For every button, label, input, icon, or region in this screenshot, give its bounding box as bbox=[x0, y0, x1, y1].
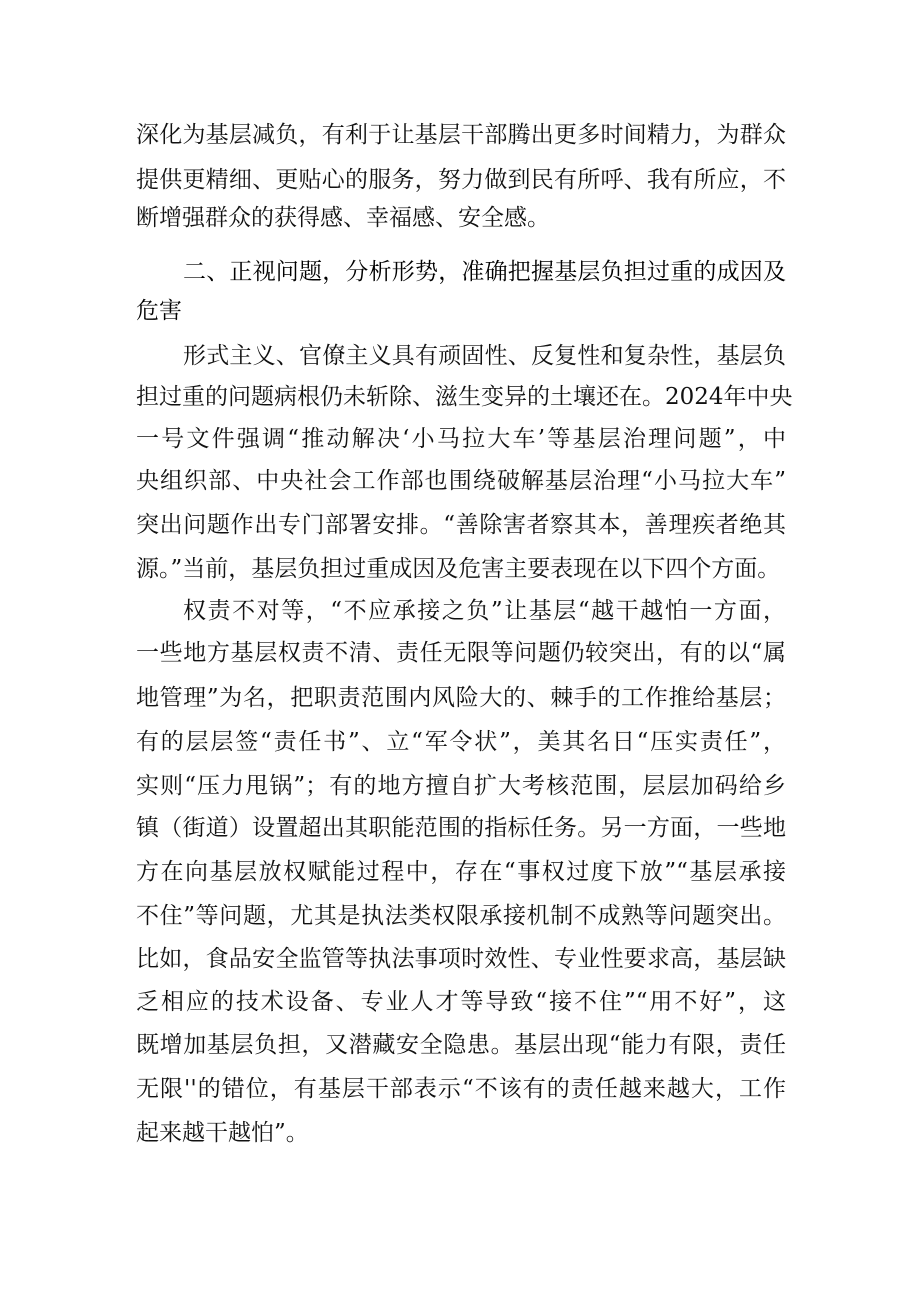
paragraph-line: 一号文件强调“推动解决‘小马拉大车’等基层治理问题”，中 bbox=[136, 426, 786, 452]
paragraph-line: 形式主义、官僚主义具有顽固性、反复性和复杂性，基层负 bbox=[183, 343, 786, 369]
paragraph-line: 担过重的问题病根仍未斩除、滋生变异的土壤还在。2024年中央 bbox=[136, 384, 793, 410]
paragraph-line: 不住”等问题，尤其是执法类权限承接机制不成熟等问题突出。 bbox=[136, 903, 786, 929]
paragraph-line: 提供更精细、更贴心的服务，努力做到民有所呼、我有所应，不 bbox=[136, 167, 786, 193]
paragraph-line: 无限''的错位，有基层干部表示“不该有的责任越来越大，工作 bbox=[136, 1076, 786, 1102]
paragraph-line: 断增强群众的获得感、幸福感、安全感。 bbox=[136, 205, 550, 231]
paragraph-line: 一些地方基层权责不清、责任无限等问题仍较突出，有的以“属 bbox=[136, 640, 786, 666]
paragraph-line: 起来越干越怕”。 bbox=[136, 1120, 309, 1146]
paragraph-line: 实则“压力甩锅”；有的地方擅自扩大考核范围，层层加码给乡 bbox=[136, 773, 786, 799]
paragraph-line: 央组织部、中央社会工作部也围绕破解基层治理“小马拉大车” bbox=[136, 468, 786, 494]
paragraph-line: 镇（街道）设置超出其职能范围的指标任务。另一方面，一些地 bbox=[136, 815, 786, 841]
paragraph-line: 既增加基层负担，又潜藏安全隐患。基层出现“能力有限，责任 bbox=[136, 1032, 786, 1058]
paragraph-line: 源。”当前，基层负担过重成因及危害主要表现在以下四个方面。 bbox=[136, 556, 781, 582]
section-heading: 二、正视问题，分析形势，准确把握基层负担过重的成因及 bbox=[183, 259, 786, 285]
paragraph-line: 权责不对等，“不应承接之负”让基层“越干越怕一方面， bbox=[183, 598, 786, 624]
paragraph-line: 有的层层签“责任书”、立“军令状”，美其名日“压实责任”， bbox=[136, 729, 786, 755]
paragraph-line: 深化为基层减负，有利于让基层干部腾出更多时间精力，为群众 bbox=[136, 122, 786, 148]
section-heading: 危害 bbox=[136, 298, 182, 324]
paragraph-line: 比如，食品安全监管等执法事项时效性、专业性要求高，基层缺 bbox=[136, 946, 786, 972]
paragraph-line: 地管理”为名，把职责范围内风险大的、棘手的工作推给基层； bbox=[136, 685, 786, 711]
paragraph-line: 突出问题作出专门部署安排。“善除害者察其本，善理疾者绝其 bbox=[136, 512, 786, 538]
paragraph-line: 乏相应的技术设备、专业人才等导致“接不住”“用不好”，这 bbox=[136, 989, 786, 1015]
paragraph-line: 方在向基层放权赋能过程中，存在“事权过度下放”“基层承接 bbox=[136, 859, 786, 885]
